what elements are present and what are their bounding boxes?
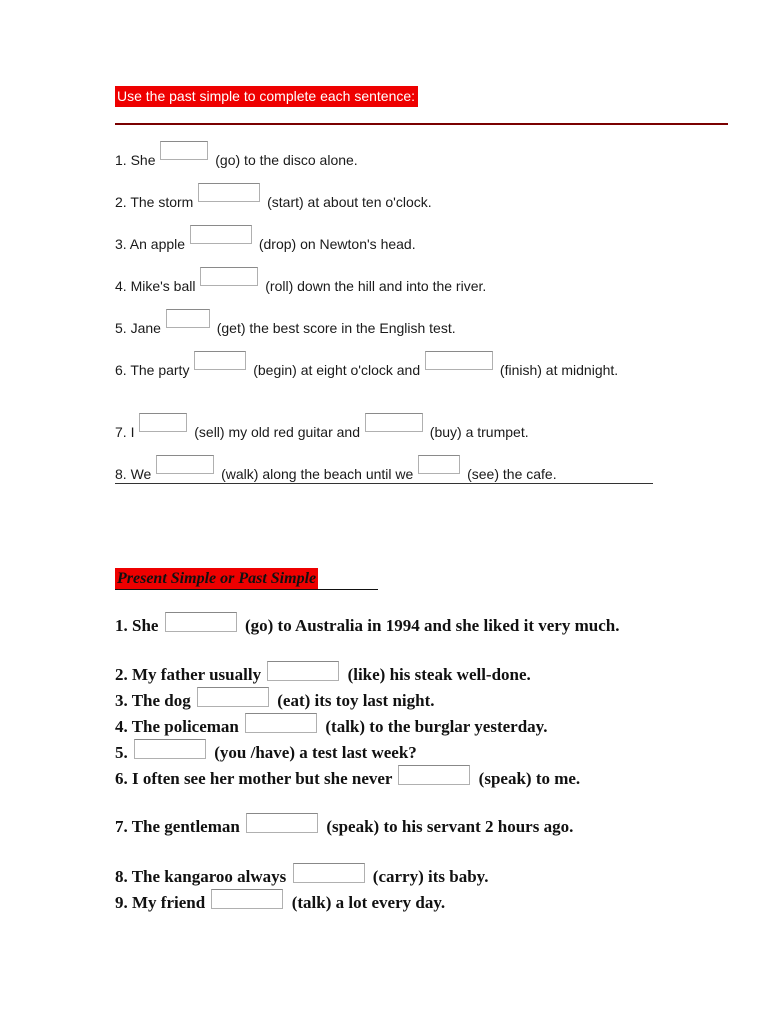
section2-title-underline	[115, 589, 378, 590]
answer-blank[interactable]	[245, 713, 317, 733]
answer-blank[interactable]	[398, 765, 470, 785]
answer-blank[interactable]	[293, 863, 365, 883]
item-text-after: (see) the cafe.	[467, 466, 557, 482]
item-text-after: (get) the best score in the English test.	[216, 320, 456, 336]
exercise-item	[115, 190, 655, 212]
item-text-after: (drop) on Newton's head.	[258, 236, 416, 252]
item-text-after: (talk) a lot every day.	[291, 893, 446, 912]
exercise-item	[115, 274, 655, 296]
item-text-after: (start) at about ten o'clock.	[267, 194, 432, 210]
item-text-middle: (sell) my old red guitar and	[194, 424, 360, 440]
answer-blank[interactable]	[211, 889, 283, 909]
exercise-item	[115, 689, 655, 712]
exercise-item	[115, 614, 655, 637]
exercise-item	[115, 663, 655, 686]
item-text-before: 6. I often see her mother but she never	[115, 769, 393, 788]
answer-blank[interactable]	[165, 612, 237, 632]
exercise-item	[115, 715, 655, 738]
exercise-item	[115, 462, 655, 484]
exercise-item	[115, 358, 655, 380]
exercise-item	[115, 741, 655, 764]
item-text-after: (you /have) a test last week?	[214, 743, 417, 762]
exercise-item	[115, 815, 655, 838]
answer-blank[interactable]	[139, 413, 187, 432]
item-text-after: (go) to Australia in 1994 and she liked it very much.	[244, 616, 620, 635]
item-text-before: 3. An apple	[115, 236, 186, 252]
item-text-middle: (walk) along the beach until we	[221, 466, 414, 482]
answer-blank[interactable]	[197, 687, 269, 707]
item-text-before: 2. The storm	[115, 194, 194, 210]
item-text-after: (talk) to the burglar yesterday.	[325, 717, 548, 736]
item-text-after: (speak) to his servant 2 hours ago.	[326, 817, 574, 836]
answer-blank[interactable]	[134, 739, 206, 759]
exercise-item	[115, 420, 655, 442]
item-text-middle: (begin) at eight o'clock and	[253, 362, 421, 378]
exercise-item	[115, 232, 655, 254]
item-text-before: 9. My friend	[115, 893, 206, 912]
section1-end-rule	[115, 483, 653, 484]
section1-title: Use the past simple to complete each sentence:	[115, 86, 418, 107]
item-text-before: 6. The party	[115, 362, 190, 378]
section2-title: Present Simple or Past Simple	[115, 568, 318, 590]
item-text-before: 2. My father usually	[115, 665, 262, 684]
answer-blank[interactable]	[190, 225, 252, 244]
answer-blank[interactable]	[267, 661, 339, 681]
item-text-after: (go) to the disco alone.	[215, 152, 358, 168]
item-text-before: 8. The kangaroo always	[115, 867, 287, 886]
item-text-before: 4. The policeman	[115, 717, 239, 736]
item-text-before: 4. Mike's ball	[115, 278, 196, 294]
answer-blank[interactable]	[246, 813, 318, 833]
exercise-item	[115, 865, 655, 888]
item-text-before: 5.	[115, 743, 128, 762]
item-text-before: 1. She	[115, 152, 156, 168]
item-text-after: (eat) its toy last night.	[277, 691, 435, 710]
exercise-item	[115, 891, 655, 914]
item-text-before: 8. We	[115, 466, 152, 482]
exercise-item	[115, 767, 655, 790]
answer-blank[interactable]	[418, 455, 460, 474]
item-text-after: (carry) its baby.	[372, 867, 489, 886]
answer-blank[interactable]	[194, 351, 246, 370]
item-text-after: (finish) at midnight.	[499, 362, 619, 378]
answer-blank[interactable]	[200, 267, 258, 286]
item-text-after: (buy) a trumpet.	[429, 424, 529, 440]
section1-divider	[115, 123, 728, 125]
item-text-after: (roll) down the hill and into the river.	[265, 278, 487, 294]
item-text-before: 3. The dog	[115, 691, 191, 710]
item-text-after: (like) his steak well-done.	[347, 665, 531, 684]
answer-blank[interactable]	[156, 455, 214, 474]
exercise-item	[115, 316, 655, 338]
answer-blank[interactable]	[166, 309, 210, 328]
answer-blank[interactable]	[365, 413, 423, 432]
item-text-before: 5. Jane	[115, 320, 161, 336]
answer-blank[interactable]	[160, 141, 208, 160]
answer-blank[interactable]	[198, 183, 260, 202]
item-text-after: (speak) to me.	[478, 769, 581, 788]
item-text-before: 7. I	[115, 424, 135, 440]
exercise-item	[115, 148, 655, 170]
item-text-before: 1. She	[115, 616, 159, 635]
item-text-before: 7. The gentleman	[115, 817, 240, 836]
answer-blank[interactable]	[425, 351, 493, 370]
